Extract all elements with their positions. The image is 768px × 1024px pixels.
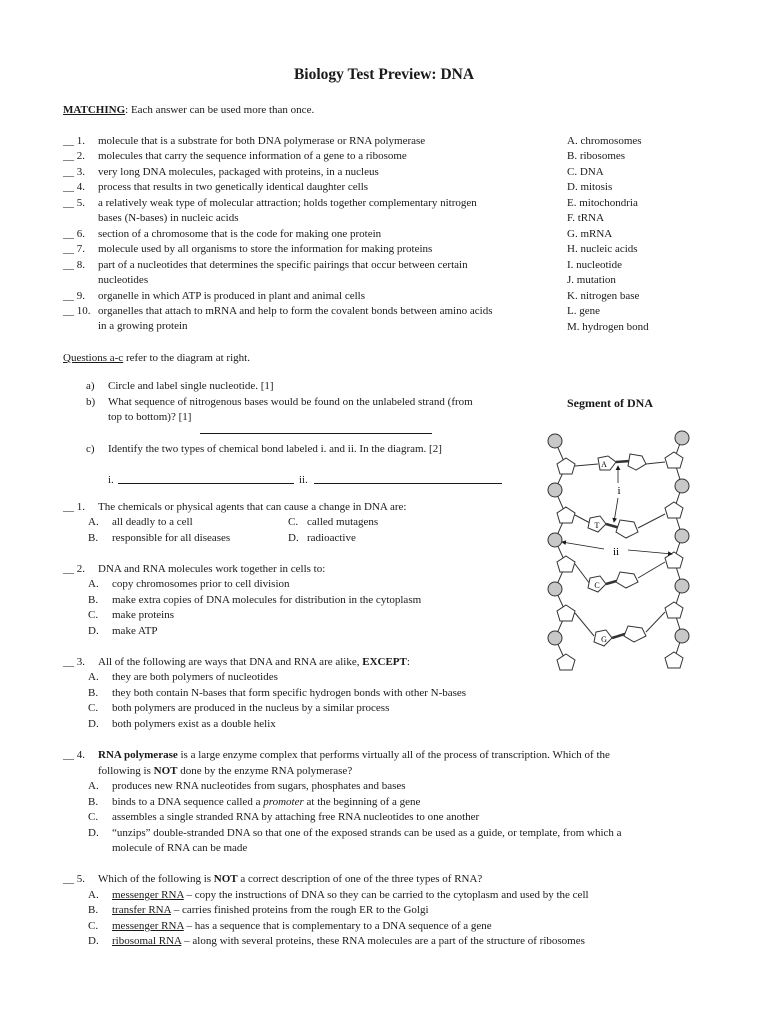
matching-item-number: __ 3. [63,166,85,178]
mc-q5-term: messenger RNA [112,889,184,901]
sugar-right [665,452,683,468]
mc-q4-option-letter: A. [88,780,99,792]
matching-instructions [63,103,314,117]
matching-item-text: molecule that is a substrate for both DNA polymerase or RNA polymerase [98,135,426,147]
diagram-intro [63,351,250,365]
question-a-text: Circle and label single nucleotide. [1] [108,380,274,392]
mc-q5-option [112,888,589,902]
answer-ii-label: ii. [299,474,308,486]
phosphate-right [675,431,689,445]
label-i: i [617,485,621,497]
matching-item-number: __ 2. [63,150,85,162]
right-backbone [674,438,682,660]
mc-q4-option: assembles a single stranded RNA by attaching free RNA nucleotides to one another [112,811,480,823]
matching-item-number: __ 10. [63,305,91,317]
mc-q4-text2-end: done by the enzyme RNA polymerase? [177,765,353,777]
mc-q4-option-cont: molecule of RNA can be made [112,842,248,854]
diagram-title: Segment of DNA [567,396,653,410]
arrow-ii-left [562,542,604,549]
mc-q3-text [98,655,410,669]
mc-q1-option: all deadly to a cell [112,516,193,528]
mc-q4-option [112,795,420,809]
sugar-left [557,556,575,572]
answer-i-line[interactable] [118,472,294,484]
mc-q2-option-letter: B. [88,594,99,606]
dna-diagram [538,428,698,673]
mc-q1-text: The chemicals or physical agents that can cause a change in DNA are: [98,501,407,513]
mc-q5-option [112,934,585,948]
question-c-text: Identify the two types of chemical bond labeled i. and ii. In the diagram. [2] [108,443,442,455]
matching-item-text: very long DNA molecules, packaged with proteins, in a nucleus [98,166,379,178]
phosphate-left [548,483,562,497]
base-label-t: T [594,521,600,530]
mc-q4-text [98,748,610,762]
mc-q2-option-letter: A. [88,578,99,590]
answer-option: H. nucleic acids [567,243,638,255]
mc-q5-desc: – along with several proteins, these RNA molecules are a part of the structure of ribosomes [181,935,585,947]
question-b-text-cont: top to bottom)? [1] [108,411,192,423]
answer-option: L. gene [567,305,600,317]
mc-q4-option-letter: B. [88,796,99,808]
answer-option: D. mitosis [567,181,613,193]
page-title: Biology Test Preview: DNA [293,66,475,83]
question-b-letter: b) [86,396,96,408]
mc-q5-term: messenger RNA [112,920,184,932]
matching-item-text: section of a chromosome that is the code for making one protein [98,228,382,240]
matching-item-text-cont: bases (N-bases) in nucleic acids [98,212,239,224]
mc-q4-text-rest: is a large enzyme complex that performs virtually all of the process of transcription. Which of the [177,749,610,761]
mc-q1-option: radioactive [307,532,356,544]
matching-item-number: __ 9. [63,290,85,302]
mc-q5-option [112,903,429,917]
question-c-letter: c) [86,443,95,455]
matching-item-text: organelles that attach to mRNA and help to form the covalent bonds between amino acids [98,305,493,317]
mc-q5-text-start: Which of the following is [98,873,214,885]
mc-q3-option: both polymers are produced in the nucleus by a similar process [112,702,390,714]
answer-option: M. hydrogen bond [567,321,649,333]
answer-option: E. mitochondria [567,197,638,209]
mc-q5-desc: – carries finished proteins from the rough ER to the Golgi [170,904,429,916]
matching-item-text: part of a nucleotides that determines the specific pairings that occur between certain [98,259,468,271]
mc-q1-option-letter: A. [88,516,99,528]
mc-q5-text-bold: NOT [213,873,238,885]
sugar-left [557,654,575,670]
answer-option: I. nucleotide [567,259,622,271]
mc-q4-optb-pre: binds to a DNA sequence called a [112,796,264,808]
mc-q4-option: “unzips” double-stranded DNA so that one of the exposed strands can be used as a guide, or template, from which a [112,827,622,839]
matching-item-text: molecules that carry the sequence information of a gene to a ribosome [98,150,407,162]
mc-q5-desc: – copy the instructions of DNA so they can be carried to the cytoplasm and used by the cell [183,889,589,901]
sugar-left [557,605,575,621]
answer-option: A. chromosomes [567,135,642,147]
sugar-right [665,502,683,518]
matching-item-number: __ 4. [63,181,85,193]
matching-item-text-cont: in a growing protein [98,320,188,332]
matching-item-text-cont: nucleotides [98,274,149,286]
mc-q3-option-letter: A. [88,671,99,683]
matching-item-number: __ 7. [63,243,85,255]
base-label-a: A [601,460,607,469]
mc-q5-text [98,872,482,886]
mc-q5-term: ribosomal RNA [112,935,182,947]
answer-option: B. ribosomes [567,150,626,162]
mc-q1-option: responsible for all diseases [112,532,231,544]
phosphate-right [675,579,689,593]
matching-item-text: molecule used by all organisms to store the information for making proteins [98,243,433,255]
phosphate-right [675,629,689,643]
phosphate-left [548,434,562,448]
mc-q3-option: both polymers exist as a double helix [112,718,276,730]
matching-item-number: __ 8. [63,259,85,271]
mc-q1-option-letter: C. [288,516,299,528]
mc-q4-text-cont [98,764,352,778]
mc-q4-text-bold: RNA polymerase [98,749,178,761]
mc-q2-text: DNA and RNA molecules work together in cells to: [98,563,326,575]
answer-option: F. tRNA [567,212,605,224]
matching-item-text: a relatively weak type of molecular attraction; holds together complementary nitrogen [98,197,477,209]
diagram-intro-rest: refer to the diagram at right. [123,352,250,364]
mc-q2-option: copy chromosomes prior to cell division [112,578,290,590]
matching-item-text: organelle in which ATP is produced in plant and animal cells [98,290,365,302]
answer-option: K. nitrogen base [567,290,640,302]
mc-q3-option-letter: C. [88,702,99,714]
mc-q1-number: __ 1. [63,501,85,513]
label-ii: ii [612,546,620,558]
phosphate-left [548,582,562,596]
base-label-g: G [601,635,607,644]
mc-q4-number: __ 4. [63,749,85,761]
answer-b-line[interactable] [200,423,432,434]
mc-q3-option: they both contain N-bases that form specific hydrogen bonds with other N-bases [112,687,467,699]
mc-q2-option: make proteins [112,609,175,621]
arrow-ii-right [628,550,672,554]
phosphate-left [548,533,562,547]
matching-instruction: : Each answer can be used more than once. [125,104,315,116]
answer-option: C. DNA [567,166,604,178]
answer-option: J. mutation [567,274,616,286]
mc-q2-option: make ATP [112,625,158,637]
mc-q4-option: produces new RNA nucleotides from sugars, phosphates and bases [112,780,406,792]
sugar-left [557,507,575,523]
diagram-intro-ref: Questions a-c [63,352,124,364]
mc-q4-option-letter: D. [88,827,99,839]
mc-q5-option-letter: B. [88,904,99,916]
sugar-left [557,458,575,474]
mc-q3-number: __ 3. [63,656,85,668]
mc-q4-optb-italic: promoter [263,796,304,808]
mc-q2-number: __ 2. [63,563,85,575]
mc-q3-text-start: All of the following are ways that DNA and RNA are alike, [98,656,363,668]
mc-q5-option [112,919,492,933]
sugar-right [665,602,683,618]
question-a-letter: a) [86,380,95,392]
mc-q4-optb-post: at the beginning of a gene [303,796,421,808]
mc-q2-option-letter: C. [88,609,99,621]
question-b-text: What sequence of nitrogenous bases would be found on the unlabeled strand (from [108,396,473,408]
answer-ii-line[interactable] [314,472,502,484]
mc-q5-term: transfer RNA [112,904,171,916]
mc-q3-text-end: : [406,656,410,668]
mc-q5-option-letter: C. [88,920,99,932]
matching-item-text: process that results in two genetically identical daughter cells [98,181,369,193]
mc-q1-option-letter: B. [88,532,99,544]
phosphate-right [675,479,689,493]
mc-q5-option-letter: A. [88,889,99,901]
mc-q5-text-end: a correct description of one of the three types of RNA? [237,873,483,885]
matching-label: MATCHING [63,104,126,116]
mc-q2-option-letter: D. [88,625,99,637]
mc-q3-option-letter: D. [88,718,99,730]
mc-q1-option-letter: D. [288,532,299,544]
mc-q5-number: __ 5. [63,873,85,885]
sugar-right [665,552,683,568]
mc-q2-option: make extra copies of DNA molecules for distribution in the cytoplasm [112,594,422,606]
mc-q1-option: called mutagens [307,516,379,528]
sugar-right [665,652,683,668]
mc-q3-option: they are both polymers of nucleotides [112,671,278,683]
mc-q3-text-bold: EXCEPT [362,656,407,668]
phosphate-left [548,631,562,645]
mc-q4-text2-bold: NOT [153,765,178,777]
mc-q5-option-letter: D. [88,935,99,947]
arrow-i-down [614,498,618,522]
matching-item-number: __ 1. [63,135,85,147]
matching-item-number: __ 5. [63,197,85,209]
mc-q5-desc: – has a sequence that is complementary to a DNA sequence of a gene [183,920,492,932]
mc-q4-option-letter: C. [88,811,99,823]
answer-i-label: i. [108,474,114,486]
phosphate-right [675,529,689,543]
mc-q4-text2-start: following is [98,765,154,777]
base-label-c: C [594,581,600,590]
matching-item-number: __ 6. [63,228,85,240]
mc-q3-option-letter: B. [88,687,99,699]
answer-option: G. mRNA [567,228,613,240]
